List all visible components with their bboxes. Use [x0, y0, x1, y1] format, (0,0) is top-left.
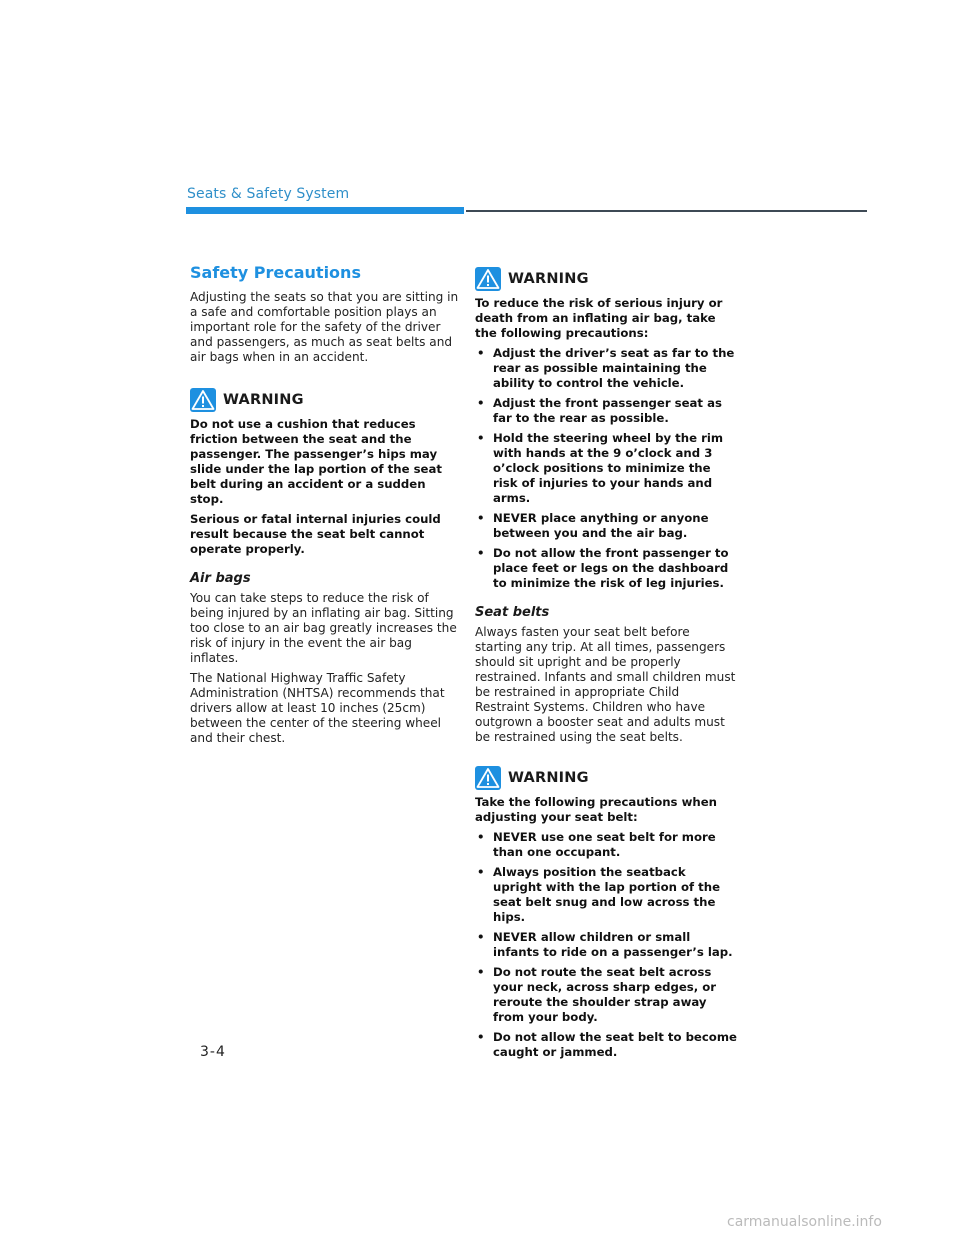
warning-header — [190, 387, 460, 413]
warning-header — [475, 266, 737, 292]
warning-intro: To reduce the risk of serious injury or death from an inflating air bag, take the following precautions: — [475, 296, 723, 340]
list-item: • Do not route the seat belt across your neck, across sharp edges, or reroute the shoulder strap away from your body. — [475, 965, 737, 1025]
warning-label: WARNING — [508, 271, 589, 287]
list-item: • NEVER use one seat belt for more than one occupant. — [475, 830, 737, 860]
warning-triangle-icon — [475, 766, 501, 790]
list-item: • NEVER place anything or anyone between you and the air bag. — [475, 511, 737, 541]
header-rule-thin — [466, 210, 867, 212]
watermark: carmanualsonline.info — [727, 1214, 882, 1230]
warning-triangle-icon — [475, 267, 501, 291]
warning-label: WARNING — [223, 392, 304, 408]
intro-paragraph: Adjusting the seats so that you are sitting in a safe and comfortable position plays an important role for the safety of the driver and passengers, as much as seat belts and air bags when in an accident. — [190, 290, 459, 364]
warning-block-airbag — [475, 266, 737, 591]
airbags-paragraph: The National Highway Traffic Safety Administration (NHTSA) recommends that drivers allow at least 10 inches (25cm) between the center of the steering wheel and their chest. — [190, 671, 445, 745]
warning-header — [475, 765, 737, 791]
list-item: • Adjust the driver’s seat as far to the rear as possible maintaining the ability to control the vehicle. — [475, 346, 737, 391]
right-column — [475, 266, 737, 1065]
warning-paragraph: Serious or fatal internal injuries could result because the seat belt cannot operate properly. — [190, 512, 441, 556]
warning-block-cushion — [190, 387, 460, 557]
header-rule-accent — [186, 207, 464, 214]
airbags-paragraph: You can take steps to reduce the risk of being injured by an inflating air bag. Sitting too close to an air bag greatly increases the risk of injury in the event the air bag inflates. — [190, 591, 457, 665]
section-header-title: Seats & Safety System — [187, 186, 350, 202]
list-item: • Do not allow the seat belt to become caught or jammed. — [475, 1030, 737, 1060]
page-number: 3-4 — [200, 1044, 226, 1060]
seatbelts-heading: Seat belts — [475, 605, 550, 620]
list-item: • Always position the seatback upright with the lap portion of the seat belt snug and low across the hips. — [475, 865, 737, 925]
warning-block-seatbelt — [475, 765, 737, 1060]
warning-list — [475, 346, 737, 591]
warning-label: WARNING — [508, 770, 589, 786]
left-column — [190, 262, 460, 751]
list-item: • Hold the steering wheel by the rim with hands at the 9 o’clock and 3 o’clock positions to minimize the risk of injuries to your hands and arms. — [475, 431, 737, 506]
warning-intro: Take the following precautions when adjusting your seat belt: — [475, 795, 717, 824]
warning-triangle-icon — [190, 388, 216, 412]
list-item: • NEVER allow children or small infants to ride on a passenger’s lap. — [475, 930, 737, 960]
page-title: Safety Precautions — [190, 263, 361, 282]
list-item: • Do not allow the front passenger to place feet or legs on the dashboard to minimize the risk of leg injuries. — [475, 546, 737, 591]
list-item: • Adjust the front passenger seat as far to the rear as possible. — [475, 396, 737, 426]
warning-list — [475, 830, 737, 1060]
warning-paragraph: Do not use a cushion that reduces friction between the seat and the passenger. The passenger’s hips may slide under the lap portion of the seat belt during an accident or a sudden stop. — [190, 417, 442, 506]
airbags-heading: Air bags — [190, 571, 251, 586]
seatbelts-paragraph: Always fasten your seat belt before starting any trip. At all times, passengers should sit upright and be properly restrained. Infants and small children must be restrained in appropriate Child Restraint Systems. Children who have outgrown a booster seat and adults must be restrained using the seat belts. — [475, 625, 736, 744]
